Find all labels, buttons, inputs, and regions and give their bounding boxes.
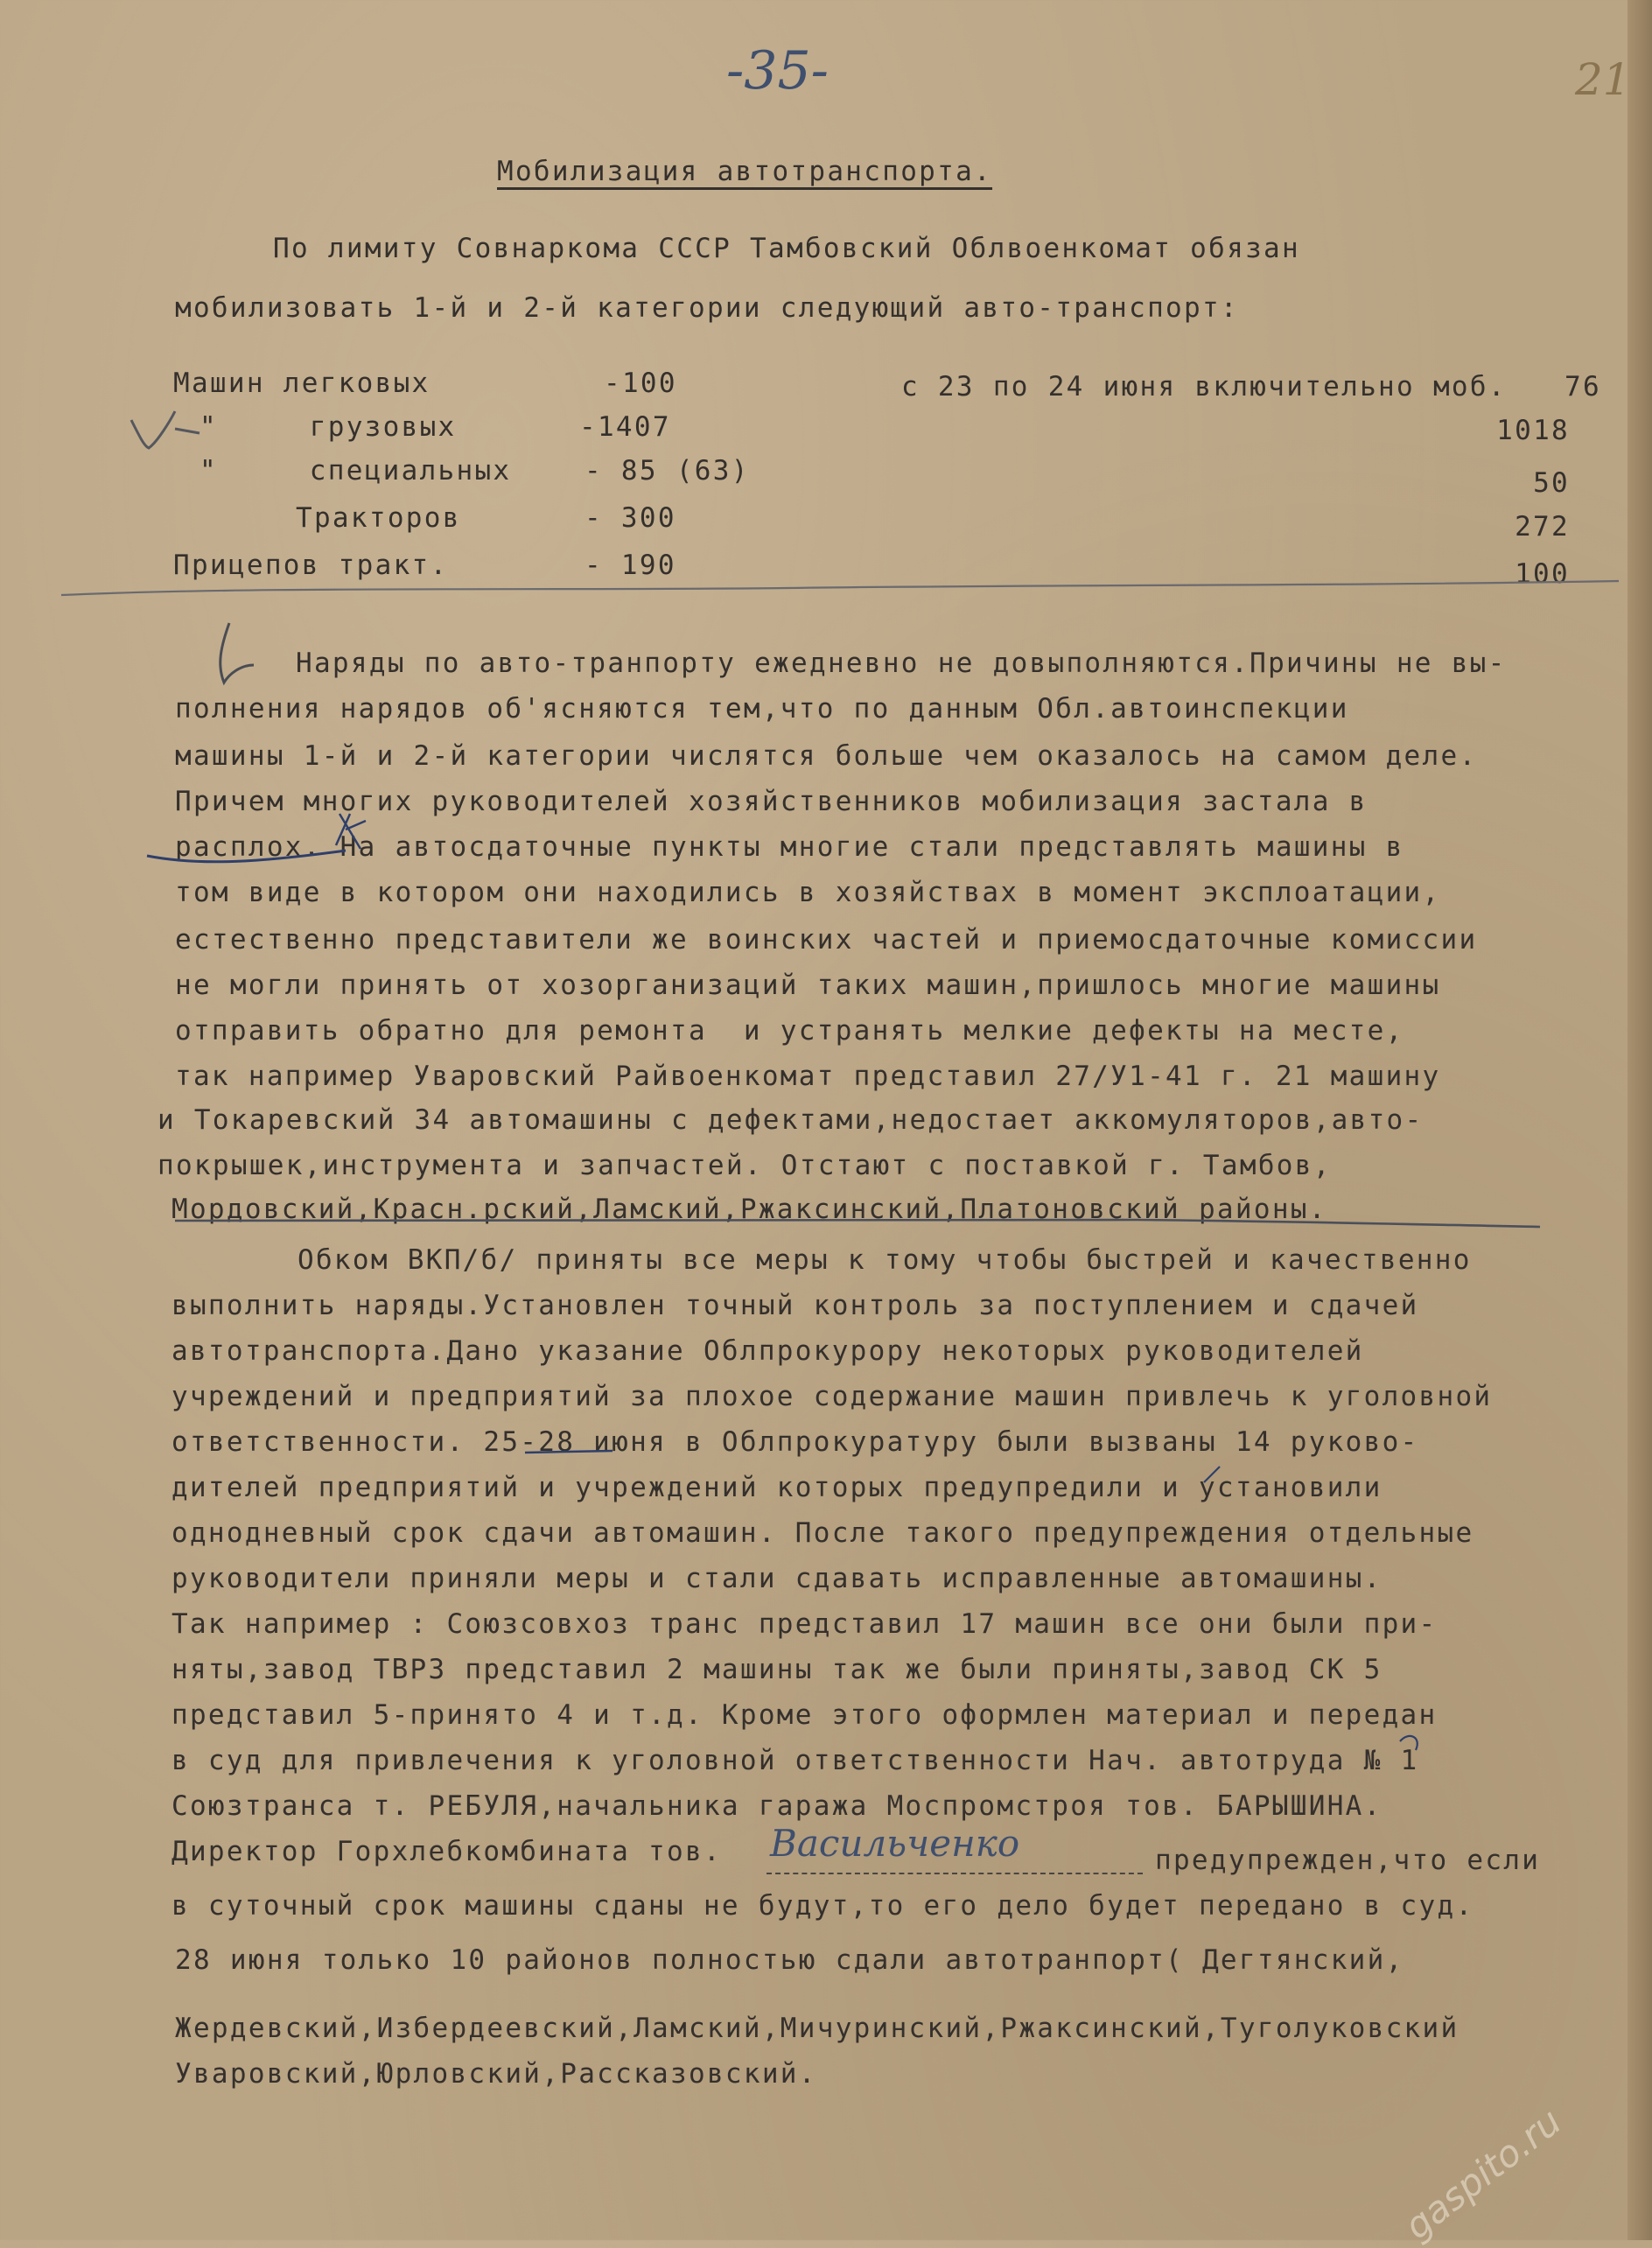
text-line: автотранспорта.Дано указание Облпрокурору некоторых руководителей bbox=[172, 1335, 1364, 1367]
intro-line-1: По лимиту Совнаркома СССР Тамбовский Облвоенкомат обязан bbox=[273, 233, 1300, 264]
text-line: Обком ВКП/б/ приняты все меры к тому чтобы быстрей и качественно bbox=[298, 1244, 1472, 1276]
text-line: ответственности. 25-28 июня в Облпрокуратуру были вызваны 14 руково- bbox=[172, 1426, 1419, 1458]
text-line: Уваровский,Юрловский,Рассказовский. bbox=[175, 2058, 817, 2090]
text-line: учреждений и предприятий за плохое содержание машин привлечь к уголовной bbox=[172, 1381, 1493, 1412]
text-line: Жердевский,Избердеевский,Ламский,Мичуринский,Ржаксинский,Туголуковский bbox=[175, 2013, 1460, 2044]
text-line: полнения нарядов об'ясняются тем,что по данным Обл.автоинспекции bbox=[175, 693, 1349, 725]
text-line: однодневный срок сдачи автомашин. После такого предупреждения отдельные bbox=[172, 1517, 1474, 1549]
table-row-mobilized: 76 bbox=[1564, 371, 1601, 403]
text-line: представил 5-принято 4 и т.д. Кроме этого оформлен материал и передан bbox=[172, 1699, 1438, 1731]
text-line: покрышек,инструмента и запчастей. Отстают с поставкой г. Тамбов, bbox=[158, 1150, 1332, 1181]
table-row-label: Тракторов bbox=[296, 502, 461, 534]
text-line: так например Уваровский Райвоенкомат представил 27/У1-41 г. 21 машину bbox=[175, 1061, 1441, 1092]
intro-line-2: мобилизовать 1-й и 2-й категории следующий авто-транспорт: bbox=[175, 292, 1239, 324]
text-line: Наряды по авто-транпорту ежедневно не довыполняются.Причины не вы- bbox=[296, 648, 1507, 679]
text-line: не могли принять от хозорганизаций таких машин,пришлось многие машины bbox=[175, 970, 1441, 1001]
table-row-mobilized: 100 bbox=[1515, 558, 1570, 590]
text-line: и Токаревский 34 автомашины с дефектами,недостает аккомуляторов,авто- bbox=[158, 1104, 1424, 1136]
text-line: том виде в котором они находились в хозяйствах в момент эксплоатации, bbox=[175, 877, 1441, 908]
table-row-mobilized: 50 bbox=[1533, 467, 1570, 499]
text-line: няты,завод ТВРЗ представил 2 машины так же были приняты,завод СК 5 bbox=[172, 1654, 1382, 1685]
pencil-check-mark bbox=[131, 411, 200, 448]
table-row-planned: - 190 bbox=[584, 550, 676, 581]
table-row-label: Машин легковых bbox=[173, 368, 430, 399]
text-line: отправить обратно для ремонта и устранять мелкие дефекты на месте, bbox=[175, 1015, 1404, 1047]
text-line: 28 июня только 10 районов полностью сдали автотранпорт( Дегтянский, bbox=[175, 1944, 1404, 1976]
text-line: в суточный срок машины сданы не будут,то его дело будет передано в суд. bbox=[172, 1890, 1474, 1922]
text-line: выполнить наряды.Установлен точный контроль за поступлением и сдачей bbox=[172, 1290, 1419, 1321]
watermark: gaspito.ru bbox=[1396, 2099, 1570, 2248]
text-line: предупрежден,что если bbox=[1155, 1845, 1541, 1876]
text-line: Причем многих руководителей хозяйственников мобилизация застала в bbox=[175, 786, 1368, 817]
page-edge bbox=[1628, 0, 1652, 2240]
table-row-mobilized: 272 bbox=[1515, 511, 1570, 543]
pencil-margin-line bbox=[61, 581, 1619, 595]
pencil-paragraph-mark bbox=[220, 623, 254, 683]
table-row-planned: -1407 bbox=[579, 411, 671, 443]
text-line: естественно представители же воинских частей и приемосдаточные комиссии bbox=[175, 924, 1478, 956]
corner-mark: 21 bbox=[1575, 54, 1631, 105]
text-line: в суд для привлечения к уголовной ответственности Нач. автотруда № 1 bbox=[172, 1745, 1419, 1776]
handwritten-name: Васильченко bbox=[770, 1822, 1020, 1865]
table-row-note: с 23 по 24 июня включительно моб. bbox=[901, 371, 1507, 403]
text-line: дителей предприятий и учреждений которых предупредили и установили bbox=[172, 1472, 1382, 1503]
table-row-planned: -100 bbox=[604, 368, 677, 399]
table-row-label: " специальных bbox=[200, 455, 512, 487]
text-line: Союзтранса т. РЕБУЛЯ,начальника гаража Моспромстроя тов. БАРЫШИНА. bbox=[172, 1790, 1382, 1822]
table-row-label: " грузовых bbox=[200, 411, 457, 443]
table-row-mobilized: 1018 bbox=[1496, 415, 1570, 446]
page-number: -35- bbox=[726, 40, 829, 102]
table-row-label: Прицепов тракт. bbox=[173, 550, 449, 581]
text-line: Мордовский,Красн.рский,Ламский,Ржаксинский,Платоновский районы. bbox=[172, 1194, 1327, 1225]
text-line: Директор Горхлебкомбината тов. bbox=[172, 1836, 722, 1867]
table-row-planned: - 300 bbox=[584, 502, 676, 534]
text-line: машины 1-й и 2-й категории числятся больше чем оказалось на самом деле. bbox=[175, 740, 1478, 772]
text-line: расплох. На автосдаточные пункты многие стали представлять машины в bbox=[175, 831, 1404, 863]
document-title: Мобилизация автотранспорта. bbox=[497, 156, 993, 187]
fill-in-underline bbox=[766, 1873, 1143, 1874]
text-line: Так например : Союзсовхоз транс представил 17 машин все они были при- bbox=[172, 1608, 1438, 1640]
text-line: руководители приняли меры и стали сдавать исправленные автомашины. bbox=[172, 1563, 1382, 1594]
table-row-planned: - 85 (63) bbox=[584, 455, 750, 487]
